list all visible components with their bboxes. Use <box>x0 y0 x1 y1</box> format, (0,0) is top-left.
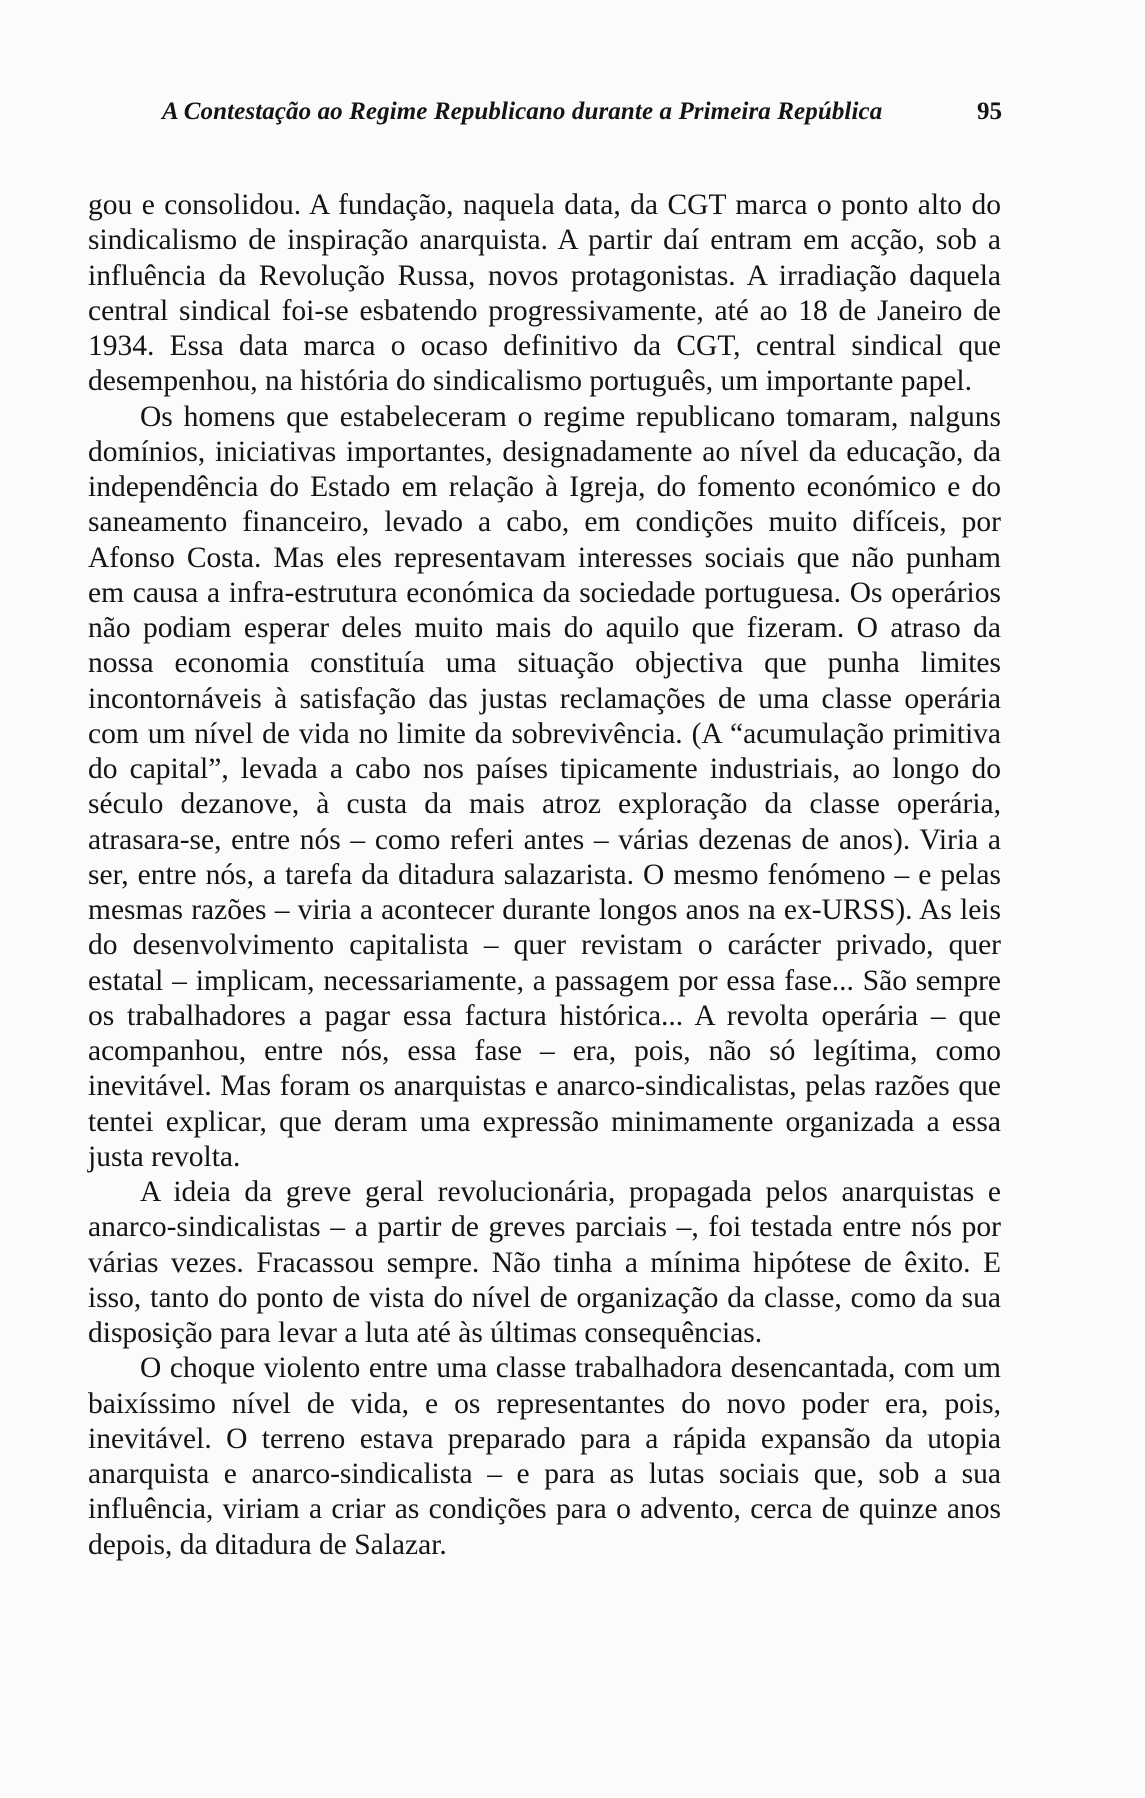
paragraph-republican-regime: Os homens que estabeleceram o regime republicano tomaram, nalguns domínios, iniciativas importantes, designadamente ao nível da educação, da independência do Estado em relação à Igreja, do fomento económico e do saneamento financeiro, levado a cabo, em condições muito difíceis, por Afonso Costa. Mas eles representavam interesses sociais que não punham em causa a infra-estrutura económica da sociedade portuguesa. Os operários não podiam esperar deles muito mais do aquilo que fizeram. O atraso da nossa economia constituía uma situação objectiva que punha limites incontornáveis à satisfação das justas reclamações de uma classe operária com um nível de vida no limite da sobrevivência. (A “acumulação primitiva do capital”, levada a cabo nos países tipicamente industriais, ao longo do século dezanove, à custa da mais atroz exploração da classe operária, atrasara-se, entre nós – como referi antes – várias dezenas de anos). Viria a ser, entre nós, a tarefa da ditadura salazarista. O mesmo fenómeno – e pelas mesmas razões – viria a acontecer durante longos anos na ex-URSS). As leis do desenvolvimento capitalista – quer revistam o carácter privado, quer estatal – implicam, necessariamente, a passagem por essa fase... São sempre os trabalhadores a pagar essa factura histórica... A revolta operária – que acompanhou, entre nós, essa fase – era, pois, não só legítima, como inevitável. Mas foram os anarquistas e anarco-sindicalistas, pelas razões que tentei explicar, que deram uma expressão minimamente organizada a essa justa revolta. <box>88 400 1001 1173</box>
running-head <box>162 98 1002 134</box>
body-text <box>88 188 1001 1563</box>
paragraph-violent-clash: O choque violento entre uma classe trabalhadora desencantada, com um baixíssimo nível de vida, e os representantes do novo poder era, pois, inevitável. O terreno estava preparado para a rápida expansão da utopia anarquista e anarco-sindicalista – e para as lutas sociais que, sob a sua influência, viriam a criar as condições para o advento, cerca de quinze anos depois, da ditadura de Salazar. <box>88 1352 1001 1561</box>
paragraph-general-strike: A ideia da greve geral revolucionária, propagada pelos anarquistas e anarco-sindicalistas – a partir de greves parciais –, foi testada entre nós por várias vezes. Fracassou sempre. Não tinha a mínima hipótese de êxito. E isso, tanto do ponto de vista do nível de organização da classe, como da sua disposição para levar a luta até às últimas consequências. <box>88 1176 1001 1349</box>
running-title: A Contestação ao Regime Republicano durante a Primeira República <box>162 98 883 125</box>
paragraph-continuation: gou e consolidou. A fundação, naquela data, da CGT marca o ponto alto do sindicalismo de inspiração anarquista. A partir daí entram em acção, sob a influência da Revolução Russa, novos protagonistas. A irradiação daquela central sindical foi-se esbatendo progressivamente, até ao 18 de Janeiro de 1934. Essa data marca o ocaso definitivo da CGT, central sindical que desempenhou, na história do sindicalismo português, um importante papel. <box>88 189 1001 398</box>
page-number: 95 <box>977 98 1002 125</box>
